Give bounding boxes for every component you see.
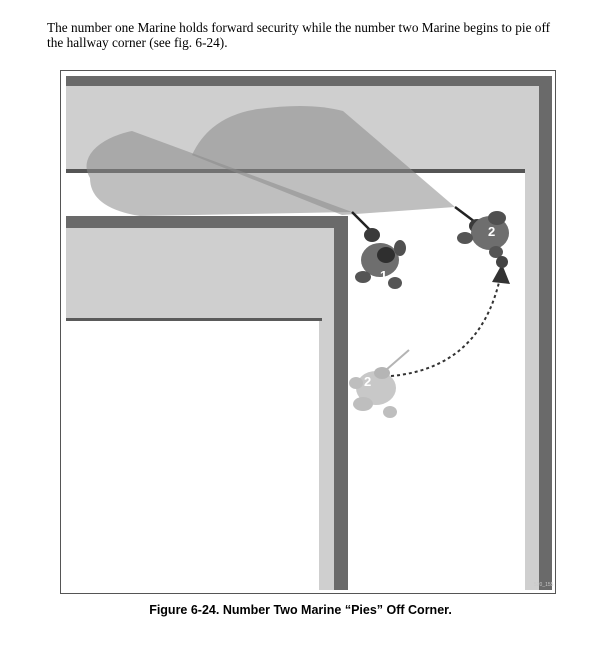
hallway-diagram: [60, 70, 556, 594]
inner-wall-face: [66, 228, 334, 320]
marine-two-start-label: 2: [364, 374, 372, 389]
top-wall-cap: [66, 76, 552, 86]
figure-code: 520_155: [534, 582, 554, 588]
inner-side-face: [319, 228, 334, 590]
figure-caption: Figure 6-24. Number Two Marine “Pies” Off Corner.: [149, 603, 452, 617]
inner-wall-edge: [66, 318, 322, 321]
right-wall-face: [525, 90, 539, 590]
inner-wall-cap: [66, 216, 348, 228]
marine-two-label: 2: [488, 224, 496, 239]
marine-one-label: 1: [380, 268, 388, 283]
inner-side-cap: [334, 216, 348, 590]
body-paragraph: The number one Marine holds forward security while the number two Marine begins to pie off the hallway corner (see fig. 6-24).: [47, 20, 551, 50]
right-wall-cap: [539, 76, 552, 590]
figure-hallway-corner: [60, 70, 556, 594]
